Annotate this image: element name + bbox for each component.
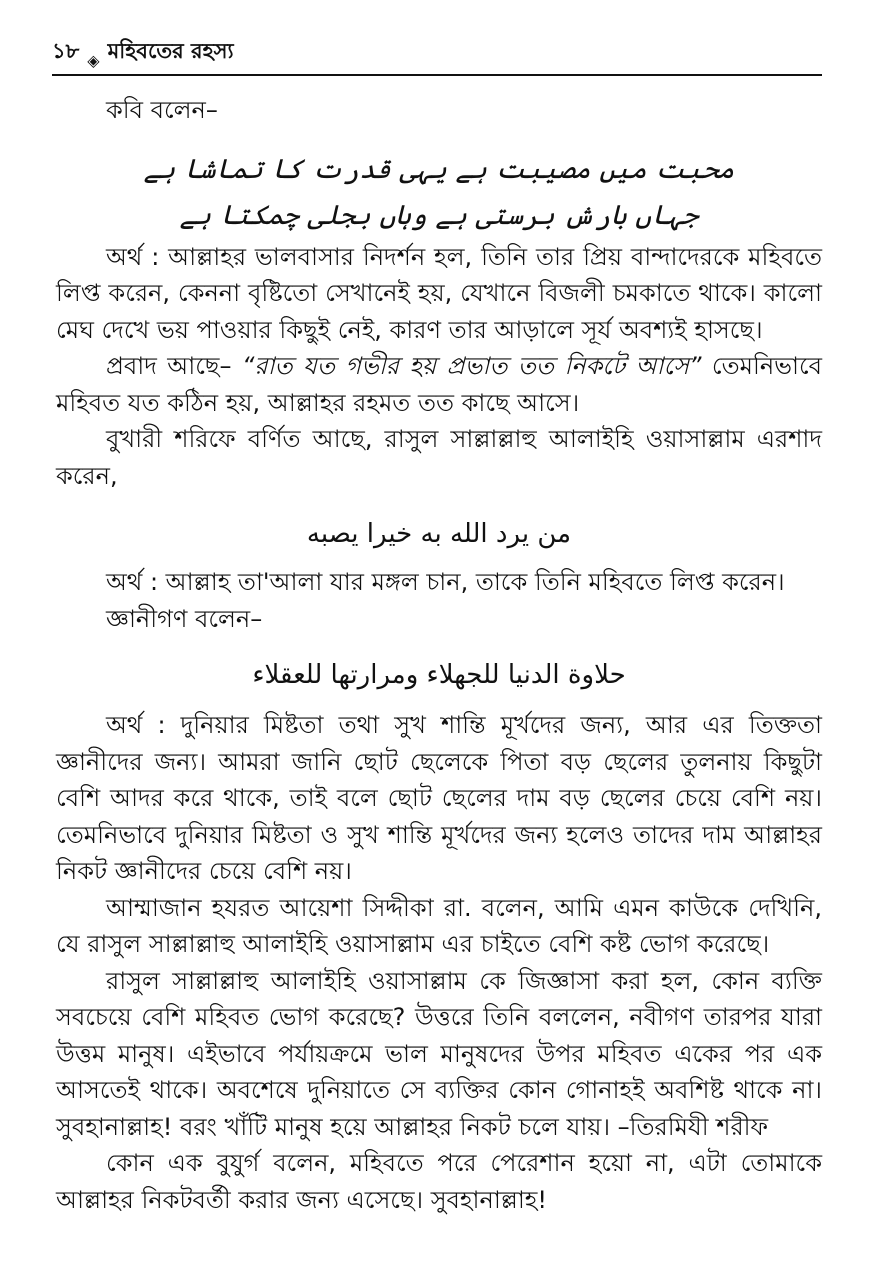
proverb-paragraph (56, 348, 822, 421)
meaning-paragraph-1: অর্থ : আল্লাহর ভালবাসার নিদর্শন হল, তিনি তার প্রিয় বান্দাদেরকে মহিবতে লিপ্ত করেন, কেননা বৃষ্টিতো সেখানেই হয়, যেখানে বিজলী চমকাতে থাকে। কালো মেঘ দেখে ভয় পাওয়ার কিছুই নেই, কারণ তার আড়ালে সূর্য অবশ্যই হাসছে। (56, 242, 822, 344)
proverb-quote: “রাত যত গভীর হয় প্রভাত তত নিকটে আসে” (241, 352, 702, 380)
poet-intro: কবি বলেন– (106, 96, 218, 124)
proverb-prefix: প্রবাদ আছে– (106, 352, 242, 380)
page-header (52, 39, 822, 76)
meaning-paragraph-3: অর্থ : দুনিয়ার মিষ্টতা তথা সুখ শান্তি মূর্খদের জন্য, আর এর তিক্ততা জ্ঞানীদের জন্য। আমরা জানি ছোট ছেলেকে পিতা বড় ছেলের তুলনায় কিছুটা বেশি আদর করে থাকে, তাই বলে ছোট ছেলের দাম বড় ছেলের চেয়ে বেশি নয়। তেমনিভাবে দুনিয়ার মিষ্টতা ও সুখ শান্তি মূর্খদের জন্য হলেও তাদের দাম আল্লাহর নিকট জ্ঞানীদের চেয়ে বেশি নয়। (56, 711, 822, 885)
bukhari-paragraph: বুখারী শরিফে বর্ণিত আছে, রাসুল সাল্লাল্লাহু আলাইহি ওয়াসাল্লাম এরশাদ করেন, (56, 425, 822, 490)
proverb-suffix: তেমনিভাবে মহিবত যত কঠিন হয়, আল্লাহর রহমত তত কাছে আসে। (56, 352, 822, 417)
page-body (56, 92, 822, 1218)
book-title: মহিবতের রহস্য (107, 39, 234, 63)
tirmidhi-paragraph: রাসুল সাল্লাল্লাহু আলাইহি ওয়াসাল্লাম কে জিজ্ঞাসা করা হল, কোন ব্যক্তি সবচেয়ে বেশি মহিবত ভোগ করেছে? উত্তরে তিনি বললেন, নবীগণ তারপর যারা উত্তম মানুষ। এইভাবে পর্যায়ক্রমে ভাল মানুষদের উপর মহিবত একের পর এক আসতেই থাকে। অবশেষে দুনিয়াতে সে ব্যক্তির কোন গোনাহই অবশিষ্ট থাকে না। সুবহানাল্লাহ! বরং খাঁটি মানুষ হয়ে আল্লাহর নিকট চলে যায়। –তিরমিযী শরীফ (56, 966, 822, 1141)
hadith-arabic: من يرد الله به خيرا يصبه (306, 519, 572, 549)
wise-intro: জ্ঞানীগণ বলেন– (106, 604, 263, 633)
urdu-verse-line-2: جہاں بارش برستی ہے وہاں بجلی چمکتا ہے (179, 199, 699, 231)
diamond-ornament-icon: ◈ (87, 51, 100, 70)
urdu-verse-line-1: محبت میں مصیبت ہے یہی قدرت کا تماشا ہے (143, 153, 735, 185)
aisha-paragraph: আম্মাজান হযরত আয়েশা সিদ্দীকা রা. বলেন, আমি এমন কাউকে দেখিনি, যে রাসুল সাল্লাল্লাহু আলাইহি ওয়াসাল্লাম এর চাইতে বেশি কষ্ট ভোগ করেছে। (56, 893, 822, 958)
meaning-paragraph-2: অর্থ : আল্লাহ তা'আলা যার মঙ্গল চান, তাকে তিনি মহিবতে লিপ্ত করেন। (106, 568, 785, 596)
saying-arabic: حلاوة الدنيا للجهلاء ومرارتها للعقلاء (252, 660, 626, 690)
page-number: ১৮ (52, 39, 80, 63)
buzurg-paragraph: কোন এক বুযুর্গ বলেন, মহিবতে পরে পেরেশান হয়ো না, এটা তোমাকে আল্লাহর নিকটবর্তী করার জন্য এসেছে। সুবহানাল্লাহ! (56, 1149, 822, 1214)
